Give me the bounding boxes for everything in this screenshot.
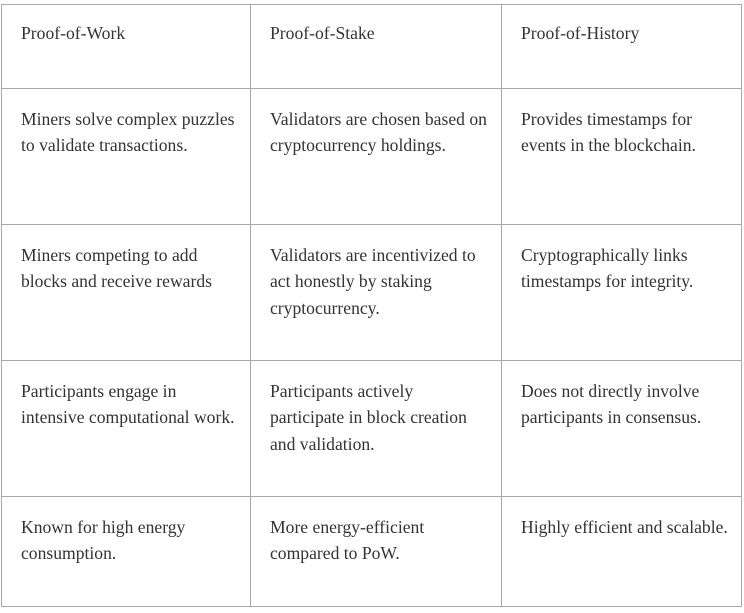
header-proof-of-work: Proof-of-Work [2,5,251,89]
table-cell: Cryptographically links timestamps for integrity. [502,225,742,361]
table-cell: Validators are incentivized to act honestly by staking cryptocurrency. [251,225,502,361]
table-cell: Provides timestamps for events in the blockchain. [502,89,742,225]
table-header-row [2,5,742,89]
table-cell: Validators are chosen based on cryptocurrency holdings. [251,89,502,225]
consensus-comparison-table [1,4,742,607]
table-row [2,225,742,361]
table-cell: Miners competing to add blocks and receive rewards [2,225,251,361]
table-cell: More energy-efficient compared to PoW. [251,497,502,607]
table-cell: Participants actively participate in block creation and validation. [251,361,502,497]
header-proof-of-history: Proof-of-History [502,5,742,89]
table-cell: Highly efficient and scalable. [502,497,742,607]
table-cell: Miners solve complex puzzles to validate transactions. [2,89,251,225]
table-cell: Known for high energy consumption. [2,497,251,607]
table-cell: Does not directly involve participants in consensus. [502,361,742,497]
table-row [2,497,742,607]
header-proof-of-stake: Proof-of-Stake [251,5,502,89]
table-row [2,361,742,497]
table-cell: Participants engage in intensive computational work. [2,361,251,497]
table-row [2,89,742,225]
